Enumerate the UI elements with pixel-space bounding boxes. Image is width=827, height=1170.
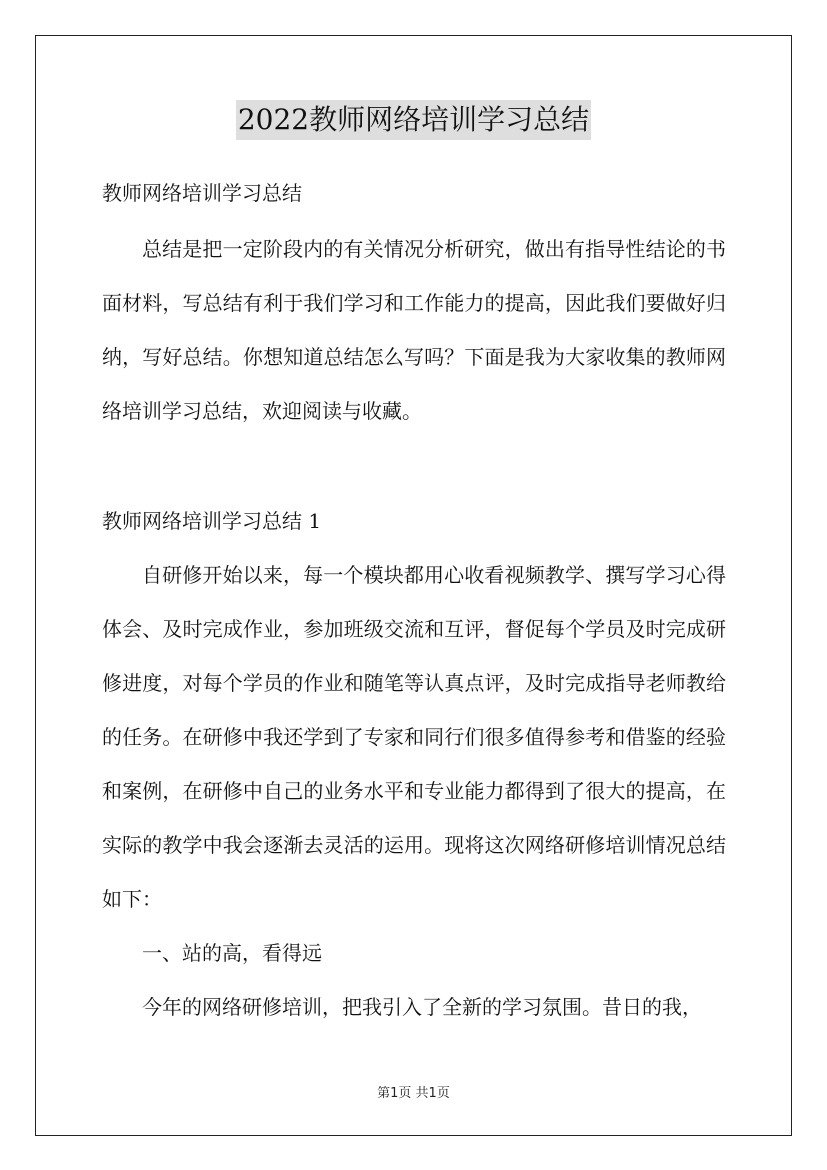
section-title: 教师网络培训学习总结 1	[102, 509, 322, 533]
paragraph-continued: 今年的网络研修培训，把我引入了全新的学习氛围。昔日的我，	[142, 995, 702, 1019]
document-body	[102, 174, 726, 1034]
document-title: 2022教师网络培训学习总结	[236, 100, 591, 140]
document-subtitle: 教师网络培训学习总结	[102, 181, 302, 205]
title-container	[0, 100, 827, 140]
page-footer: 第1页 共1页	[377, 1086, 450, 1101]
section-paragraph: 自研修开始以来，每一个模块都用心收看视频教学、撰写学习心得体会、及时完成作业，参加班级交流和互评，督促每个学员及时完成研修进度，对每个学员的作业和随笔等认真点评，及时完成指导老师教给的任务。在研修中我还学到了专家和同行们很多值得参考和借鉴的经验和案例，在研修中自己的业务水平和专业能力都得到了很大的提高，在实际的教学中我会逐渐去灵活的运用。现将这次网络研修培训情况总结如下：	[102, 563, 726, 911]
section-spacer	[102, 438, 726, 494]
subheading: 一、站的高，看得远	[142, 941, 322, 965]
intro-paragraph: 总结是把一定阶段内的有关情况分析研究，做出有指导性结论的书面材料，写总结有利于我们学习和工作能力的提高，因此我们要做好归纳，写好总结。你想知道总结怎么写吗？下面是我为大家收集的教师网络培训学习总结，欢迎阅读与收藏。	[102, 237, 726, 423]
